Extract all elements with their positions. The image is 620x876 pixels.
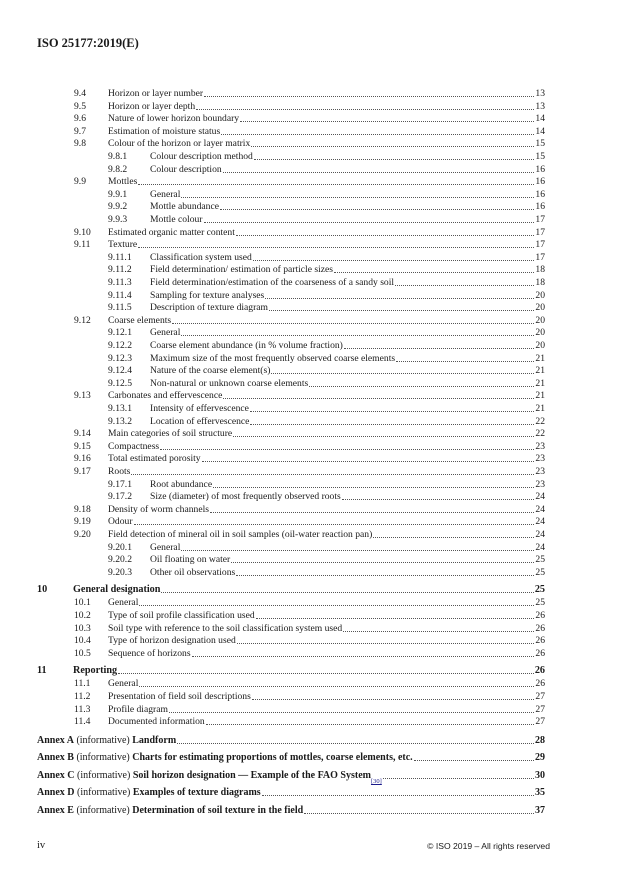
toc-entry-page: 23	[535, 466, 545, 477]
dot-leader	[254, 159, 535, 160]
toc-entry-number: 9.12.2	[108, 340, 132, 351]
toc-entry-page: 21	[535, 390, 545, 402]
dot-leader	[139, 605, 534, 606]
annex-page: 29	[535, 752, 545, 764]
dot-leader	[262, 795, 534, 796]
toc-entry[interactable]	[108, 214, 545, 226]
dot-leader	[237, 643, 535, 644]
toc-entry-title: Oil floating on water	[150, 554, 231, 566]
toc-entry-number: 9.14	[74, 428, 91, 440]
dot-leader	[139, 686, 534, 687]
document-id: ISO 25177:2019(E)	[37, 36, 139, 50]
dot-leader	[204, 222, 535, 223]
dot-leader	[206, 724, 535, 725]
toc-entry[interactable]	[74, 101, 545, 113]
toc-entry[interactable]	[108, 327, 545, 339]
toc-entry-page: 18	[535, 277, 545, 288]
toc-entry-number: 9.11.5	[108, 302, 132, 314]
dot-leader	[210, 512, 534, 513]
toc-entry-title: Intensity of effervescence	[150, 403, 249, 414]
toc-entry-number: 9.11.3	[108, 277, 132, 288]
toc-entry-number: 9.6	[74, 113, 86, 125]
dot-leader	[220, 209, 534, 210]
toc-entry-title: Total estimated porosity	[108, 453, 201, 465]
dot-leader	[396, 361, 534, 362]
dot-leader	[304, 813, 534, 814]
annex-title: Determination of soil texture in the field	[132, 804, 304, 816]
toc-entry[interactable]	[74, 466, 545, 478]
toc-entry-page: 17	[535, 214, 545, 225]
toc-entry-title: Mottle colour	[150, 214, 203, 225]
toc-entry-title: Texture	[108, 239, 138, 251]
toc-entry-page: 26	[534, 665, 545, 677]
toc-entry[interactable]	[108, 164, 545, 176]
toc-entry-number: 9.9.1	[108, 188, 128, 200]
annex-kind: (informative)	[77, 769, 131, 781]
toc-entry-page: 26	[535, 610, 545, 621]
dot-leader	[134, 524, 535, 525]
toc-entry-page: 21	[535, 377, 545, 389]
toc-entry[interactable]	[74, 623, 545, 635]
toc-entry[interactable]	[74, 529, 545, 541]
toc-entry[interactable]	[74, 716, 545, 728]
annex-title: Charts for estimating proportions of mottles, coarse elements, etc.	[132, 752, 413, 764]
toc-entry-page: 20	[535, 302, 545, 314]
dot-leader	[231, 562, 534, 563]
toc-entry-title: Soil type with reference to the soil classification system used	[108, 622, 343, 634]
toc-entry-title: Non-natural or unknown coarse elements	[150, 377, 309, 389]
toc-entry[interactable]	[74, 315, 545, 327]
toc-entry-number: 9.7	[74, 125, 86, 137]
toc-entry-title: Documented information	[108, 716, 205, 728]
toc-entry-number: 9.12	[74, 314, 91, 326]
toc-entry-number: 9.8.1	[108, 151, 128, 162]
annex-title: Examples of texture diagrams	[132, 787, 261, 799]
dot-leader	[271, 373, 534, 374]
toc-entry-page: 24	[535, 491, 545, 503]
toc-entry-number: 9.16	[74, 453, 91, 465]
toc-entry-title: Description of texture diagram	[150, 302, 269, 314]
toc-entry[interactable]	[74, 138, 545, 150]
toc-entry-number: 11.2	[74, 691, 91, 702]
toc-entry[interactable]	[74, 610, 545, 622]
annex-kind: (informative)	[76, 734, 130, 746]
toc-entry[interactable]	[108, 479, 545, 491]
toc-entry[interactable]	[108, 151, 545, 163]
toc-entry-page: 21	[535, 403, 545, 414]
annex-title: Landform	[132, 734, 177, 746]
toc-entry-title: Carbonates and effervescence	[108, 390, 223, 402]
dot-leader	[236, 235, 535, 236]
dot-leader	[265, 298, 534, 299]
dot-leader	[223, 172, 535, 173]
toc-entry[interactable]	[74, 504, 545, 516]
toc-entry-title: Horizon or layer depth	[108, 100, 196, 112]
dot-leader	[223, 398, 534, 399]
toc-entry-page: 20	[535, 327, 545, 339]
toc-entry-page: 17	[535, 226, 545, 238]
toc-entry[interactable]	[108, 340, 545, 352]
toc-entry[interactable]	[108, 365, 545, 377]
annex-kind: (informative)	[77, 787, 131, 799]
annex-entry[interactable]: Annex C (informative) Soil horizon designation — Example of the FAO System [30] 30	[37, 769, 545, 785]
toc-entry[interactable]	[108, 201, 545, 213]
dot-leader	[334, 272, 534, 273]
toc-entry-title: Estimated organic matter content	[108, 226, 235, 238]
toc-entry-number: 9.19	[74, 516, 91, 528]
dot-leader	[253, 260, 535, 261]
toc-entry-title: Other oil observations	[150, 566, 236, 578]
toc-entry-number: 9.20.2	[108, 554, 132, 566]
dot-leader	[373, 537, 534, 538]
toc-entry[interactable]	[74, 390, 545, 402]
toc-entry[interactable]	[108, 416, 545, 428]
dot-leader	[169, 712, 534, 713]
toc-entry-number: 11.1	[74, 678, 91, 690]
toc-entry-title: Field detection of mineral oil in soil samples (oil-water reaction pan)	[108, 529, 373, 540]
page-number: iv	[37, 840, 46, 851]
annex-title: Soil horizon designation — Example of the FAO System	[132, 769, 371, 781]
toc-entry[interactable]	[74, 126, 545, 138]
toc-entry-page: 26	[535, 622, 545, 634]
toc-entry-title: Estimation of moisture status	[108, 125, 221, 137]
toc-entry-page: 24	[535, 541, 545, 553]
toc-entry-title: General	[108, 597, 139, 609]
toc-entry-number: 10.4	[74, 635, 91, 647]
toc-entry[interactable]	[37, 665, 545, 677]
toc-entry-number: 10.2	[74, 610, 91, 621]
toc-entry-page: 25	[535, 597, 545, 609]
toc-entry-page: 16	[535, 163, 545, 175]
annex-page: 37	[535, 804, 545, 816]
annex-label: Annex E	[37, 804, 74, 816]
annex-kind: (informative)	[76, 804, 130, 816]
toc-entry-page: 24	[535, 516, 545, 528]
toc-entry[interactable]	[108, 277, 545, 289]
toc-entry-title: General	[108, 678, 139, 690]
toc-entry-number: 9.12.4	[108, 365, 132, 377]
toc-entry-title: Nature of the coarse element(s)	[150, 365, 271, 377]
toc-entry-title: Field determination/ estimation of particle sizes	[150, 264, 334, 276]
toc-entry-number: 10.5	[74, 647, 91, 659]
toc-entry[interactable]	[74, 88, 545, 100]
toc-entry-title: Field determination/estimation of the coarseness of a sandy soil	[150, 277, 395, 288]
annex-entry[interactable]	[37, 752, 545, 764]
toc-entry-title: Horizon or layer number	[108, 88, 204, 99]
toc-entry-number: 10.3	[74, 622, 91, 634]
toc-entry-number: 9.20	[74, 529, 91, 540]
dot-leader	[250, 411, 534, 412]
toc-entry[interactable]	[74, 704, 545, 716]
dot-leader	[240, 121, 534, 122]
toc-entry-number: 9.12.3	[108, 352, 132, 364]
toc-entry-title: Roots	[108, 466, 131, 477]
toc-entry-title: Presentation of field soil descriptions	[108, 691, 251, 702]
annex-label: Annex D	[37, 787, 75, 799]
toc-entry-page: 15	[535, 151, 545, 162]
toc-entry-title: Odour	[108, 516, 133, 528]
toc-entry-page: 25	[534, 584, 545, 596]
annex-page: 35	[535, 787, 545, 799]
toc-entry-number: 9.12.5	[108, 377, 132, 389]
dot-leader	[160, 449, 534, 450]
annex-label: Annex A	[37, 734, 74, 746]
toc-entry-page: 24	[535, 503, 545, 515]
toc-entry-page: 17	[535, 239, 545, 251]
toc-entry-page: 22	[535, 428, 545, 440]
toc-entry-title: Coarse elements	[108, 314, 172, 326]
toc-entry-number: 10.1	[74, 597, 91, 609]
toc-entry-page: 25	[535, 566, 545, 578]
toc-entry-title: Mottle abundance	[150, 201, 219, 213]
dot-leader	[343, 631, 534, 632]
toc-entry[interactable]	[74, 691, 545, 703]
dot-leader	[236, 575, 534, 576]
toc-entry-page: 14	[535, 125, 545, 137]
dot-leader	[131, 474, 534, 475]
toc-entry[interactable]	[74, 227, 545, 239]
toc-entry-page: 21	[535, 365, 545, 377]
dot-leader	[177, 743, 534, 744]
toc-entry-number: 9.13	[74, 390, 91, 402]
toc-entry[interactable]	[74, 648, 545, 660]
dot-leader	[251, 146, 534, 147]
toc-entry-number: 9.9.2	[108, 201, 128, 213]
dot-leader	[172, 323, 534, 324]
toc-entry[interactable]	[108, 252, 545, 264]
dot-leader	[204, 96, 534, 97]
dot-leader	[161, 592, 533, 593]
toc-entry[interactable]	[108, 290, 545, 302]
toc-entry-number: 9.8	[74, 138, 86, 150]
annex-entry[interactable]	[37, 805, 545, 817]
dot-leader	[192, 656, 535, 657]
toc-entry[interactable]	[108, 189, 545, 201]
toc-entry-number: 9.17.1	[108, 478, 132, 490]
toc-entry-page: 27	[535, 703, 545, 715]
toc-entry-page: 16	[535, 176, 545, 188]
dot-leader	[414, 760, 534, 761]
toc-entry-page: 14	[535, 113, 545, 125]
toc-entry-page: 17	[535, 251, 545, 263]
toc-entry-number: 9.10	[74, 226, 91, 238]
dot-leader	[309, 386, 534, 387]
toc-entry-title: General	[150, 188, 181, 200]
toc-entry-page: 20	[535, 314, 545, 326]
toc-entry[interactable]	[108, 302, 545, 314]
toc-entry[interactable]	[108, 567, 545, 579]
toc-entry[interactable]	[108, 353, 545, 365]
toc-entry-number: 9.18	[74, 503, 91, 515]
toc-entry-page: 18	[535, 264, 545, 276]
toc-entry-number: 11	[37, 665, 47, 677]
toc-entry-title: Reporting	[73, 665, 118, 677]
dot-leader	[233, 436, 534, 437]
toc-entry-title: Compactness	[108, 440, 160, 452]
toc-entry-number: 9.11.2	[108, 264, 132, 276]
dot-leader	[202, 461, 535, 462]
dot-leader	[344, 348, 535, 349]
dot-leader	[342, 499, 535, 500]
toc-entry-page: 23	[535, 453, 545, 465]
toc-entry-title: Root abundance	[150, 478, 213, 490]
annex-kind: (informative)	[76, 752, 130, 764]
toc-entry-number: 11.3	[74, 703, 91, 715]
toc-entry[interactable]	[74, 176, 545, 188]
dot-leader	[118, 673, 534, 674]
toc-entry-title: Density of worm channels	[108, 503, 209, 515]
toc-entry-title: Colour description	[150, 163, 222, 175]
toc-entry[interactable]	[74, 428, 545, 440]
toc-entry-number: 9.4	[74, 88, 86, 99]
toc-entry-number: 9.13.2	[108, 415, 132, 427]
toc-entry[interactable]	[74, 113, 545, 125]
toc-entry-page: 13	[535, 100, 545, 112]
annex-entry[interactable]	[37, 787, 545, 799]
toc-entry-number: 9.17.2	[108, 491, 132, 503]
dot-leader	[181, 335, 534, 336]
toc-entry[interactable]	[108, 491, 545, 503]
dot-leader	[221, 134, 534, 135]
toc-entry-page: 16	[535, 188, 545, 200]
toc-entry[interactable]	[74, 597, 545, 609]
toc-entry-title: Main categories of soil structure	[108, 428, 233, 440]
toc-entry-number: 9.12.1	[108, 327, 132, 339]
toc-entry[interactable]	[74, 453, 545, 465]
toc-entry-title: General	[150, 327, 181, 339]
toc-entry-title: Nature of lower horizon boundary	[108, 113, 240, 125]
dot-leader	[213, 487, 534, 488]
toc-entry[interactable]	[74, 441, 545, 453]
toc-entry-title: Location of effervescence	[150, 415, 250, 427]
toc-entry-title: Mottles	[108, 176, 138, 188]
toc-entry-number: 9.8.2	[108, 163, 128, 175]
dot-leader	[138, 247, 534, 248]
toc-entry-page: 15	[535, 138, 545, 150]
toc-entry-number: 11.4	[74, 716, 91, 728]
toc-entry-page: 24	[535, 529, 545, 540]
dot-leader	[250, 424, 534, 425]
toc-entry-number: 9.9	[74, 176, 86, 188]
toc-entry-page: 27	[535, 691, 545, 702]
toc-entry-number: 9.13.1	[108, 403, 132, 414]
dot-leader	[196, 109, 534, 110]
toc-entry-page: 20	[535, 340, 545, 351]
dot-leader	[181, 550, 534, 551]
toc-entry-page: 20	[535, 289, 545, 301]
toc-entry-page: 26	[535, 635, 545, 647]
toc-entry[interactable]	[108, 542, 545, 554]
toc-entry[interactable]	[108, 264, 545, 276]
dot-leader	[181, 197, 534, 198]
toc-entry-number: 9.11.4	[108, 289, 132, 301]
toc-entry-number: 9.20.3	[108, 566, 132, 578]
toc-entry[interactable]	[74, 516, 545, 528]
toc-entry-page: 26	[535, 647, 545, 659]
toc-entry-title: Maximum size of the most frequently observed coarse elements	[150, 352, 396, 364]
toc-entry-page: 26	[535, 678, 545, 690]
toc-entry[interactable]	[74, 678, 545, 690]
dot-leader	[383, 778, 534, 779]
toc-entry-title: General	[150, 541, 181, 553]
toc-entry-title: General designation	[73, 584, 161, 596]
toc-entry-number: 9.17	[74, 466, 91, 477]
toc-entry-page: 27	[535, 716, 545, 728]
annex-label: Annex C	[37, 769, 75, 781]
toc-entry-page: 13	[535, 88, 545, 99]
toc-entry-number: 10	[37, 584, 48, 596]
copyright-notice: © ISO 2019 – All rights reserved	[427, 841, 550, 851]
dot-leader	[269, 310, 534, 311]
toc-entry-title: Colour of the horizon or layer matrix	[108, 138, 251, 150]
toc-entry-page: 22	[535, 415, 545, 427]
toc-entry-title: Sampling for texture analyses	[150, 289, 265, 301]
toc-entry-title: Sequence of horizons	[108, 647, 191, 659]
toc-entry-title: Type of soil profile classification used	[108, 610, 255, 621]
toc-entry-number: 9.11.1	[108, 251, 132, 263]
toc-entry-title: Colour description method	[150, 151, 253, 162]
toc-entry-title: Type of horizon designation used	[108, 635, 236, 647]
toc-entry-number: 9.9.3	[108, 214, 128, 225]
toc-entry-title: Size (diameter) of most frequently observed roots	[150, 491, 341, 503]
toc-entry-title: Coarse element abundance (in % volume fraction)	[150, 340, 343, 351]
toc-entry-number: 9.15	[74, 440, 91, 452]
toc-entry-page: 23	[535, 478, 545, 490]
annex-page: 28	[535, 734, 545, 746]
toc-entry-page: 25	[535, 554, 545, 566]
toc-entry-title: Profile diagram	[108, 703, 168, 715]
dot-leader	[252, 699, 535, 700]
toc-entry[interactable]	[37, 584, 545, 596]
dot-leader	[256, 618, 535, 619]
toc-entry-page: 16	[535, 201, 545, 213]
toc-entry-title: Classification system used	[150, 251, 252, 263]
toc-entry-number: 9.5	[74, 100, 86, 112]
toc-entry[interactable]	[108, 403, 545, 415]
toc-entry[interactable]	[74, 239, 545, 251]
toc-entry-page: 21	[535, 352, 545, 364]
annex-page: 30	[535, 769, 545, 781]
annex-label: Annex B	[37, 752, 74, 764]
dot-leader	[138, 184, 534, 185]
toc-entry-page: 23	[535, 440, 545, 452]
toc-entry[interactable]	[74, 635, 545, 647]
toc-entry[interactable]	[108, 554, 545, 566]
toc-entry[interactable]	[108, 378, 545, 390]
annex-entry[interactable]	[37, 735, 545, 747]
toc-entry-number: 9.11	[74, 239, 91, 251]
toc-entry-number: 9.20.1	[108, 541, 132, 553]
dot-leader	[395, 285, 534, 286]
